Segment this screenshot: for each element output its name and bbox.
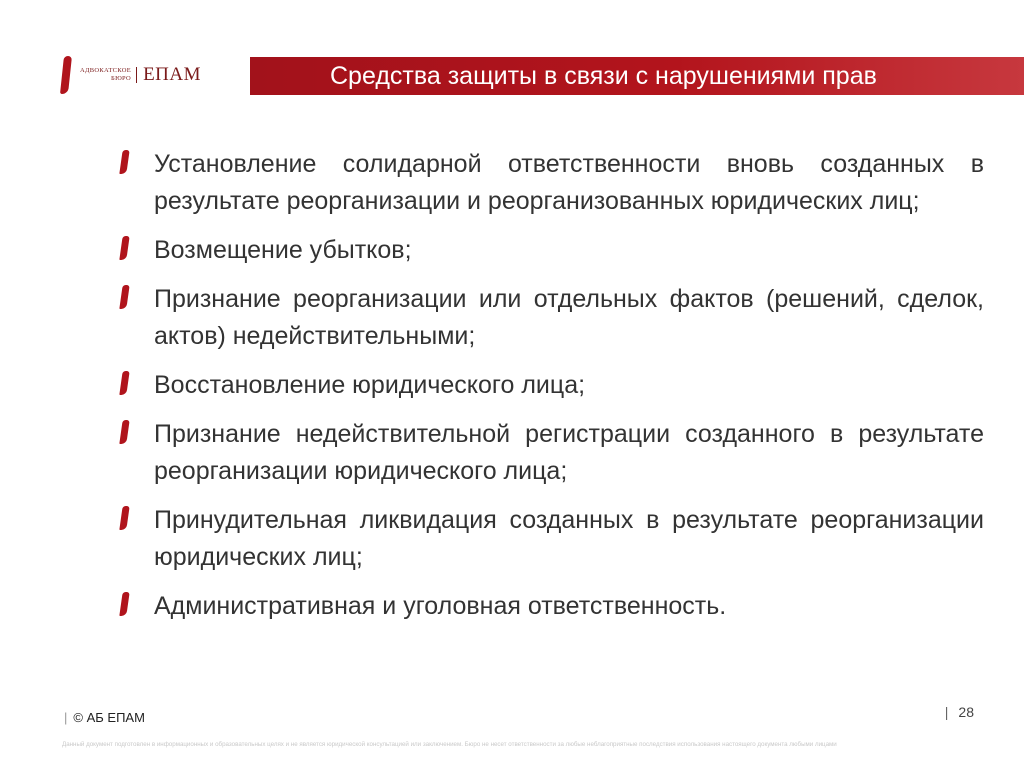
bullet-icon [119, 285, 129, 309]
logo [62, 56, 201, 94]
list-item [118, 502, 984, 576]
page-separator: | [944, 704, 949, 720]
logo-subtitle-line2: БЮРО [111, 75, 132, 82]
list-item [118, 367, 984, 404]
logo-subtitle [80, 67, 137, 83]
footer-copyright [64, 710, 145, 725]
list-item [118, 232, 984, 269]
list-item [118, 588, 984, 625]
bullet-icon [119, 420, 129, 444]
bullet-icon [119, 592, 129, 616]
bullet-icon [119, 506, 129, 530]
bullet-icon [119, 236, 129, 260]
list-item-text: Административная и уголовная ответственность. [154, 592, 727, 620]
list-item-text: Признание недействительной регистрации созданного в результате реорганизации юридического лица; [154, 420, 984, 485]
bullet-list [118, 146, 984, 637]
list-item [118, 146, 984, 220]
list-item [118, 281, 984, 355]
disclaimer-text: Данный документ подготовлен в информационных и образовательных целях и не является юридической консультацией или заключением. Бюро не несет ответственности за любые неблагоприятные последствия использования настоящего документа любыми лицами [62, 741, 837, 748]
page-number-block [945, 704, 974, 720]
list-item-text: Возмещение убытков; [154, 236, 412, 264]
list-item-text: Восстановление юридического лица; [154, 371, 586, 399]
bullet-icon [119, 150, 129, 174]
logo-name: ЕПАМ [143, 64, 202, 85]
list-item-text: Установление солидарной ответственности вновь созданных в результате реорганизации и реорганизованных юридических лиц; [154, 150, 984, 215]
footer-separator: | [64, 710, 68, 725]
list-item [118, 416, 984, 490]
logo-subtitle-line1: АДВОКАТСКОЕ [80, 67, 132, 74]
copyright-text: © АБ ЕПАМ [73, 710, 145, 725]
list-item-text: Принудительная ликвидация созданных в результате реорганизации юридических лиц; [154, 506, 984, 571]
bullet-icon [119, 371, 129, 395]
logo-mark-icon [60, 56, 72, 94]
page-number: 28 [958, 704, 974, 720]
slide-title: Средства защиты в связи с нарушениями прав [330, 62, 877, 90]
list-item-text: Признание реорганизации или отдельных фактов (решений, сделок, актов) недействительными; [154, 285, 984, 350]
